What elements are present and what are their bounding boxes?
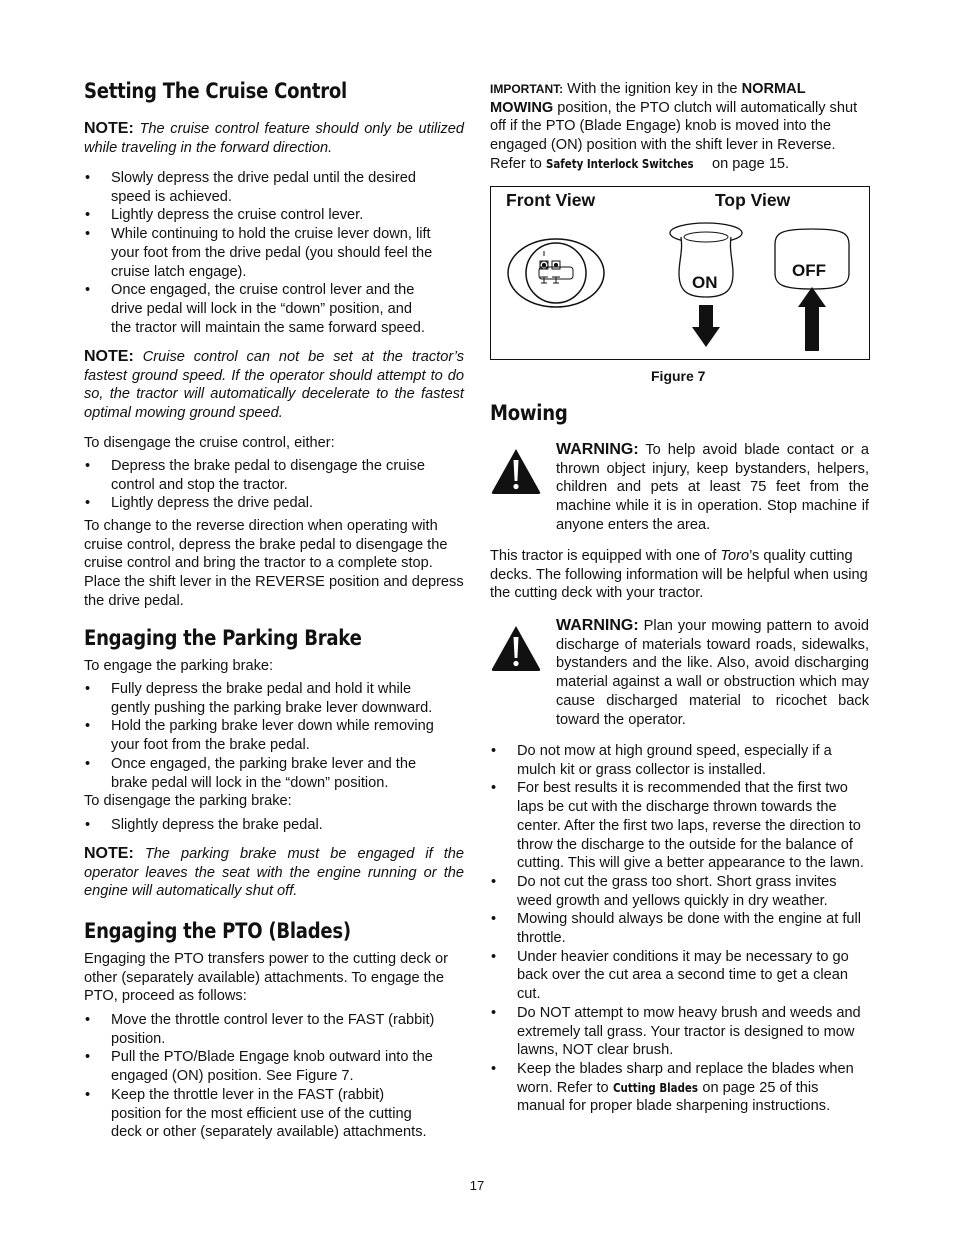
parking-intro: To engage the parking brake: [84,658,274,674]
cutting-blades-reference: Cutting Blades [612,1079,698,1095]
list-item: • Hold the parking brake lever down while removing your foot from the brake pedal. [84,717,436,754]
pto-steps-list [84,1011,436,1142]
important-paragraph [490,80,862,174]
note-text: Cruise control can not be set at the tractor’s fastest ground speed. If the operator should attempt to do so, the tractor will automatically decelerate to the fastest optimal mowing ground speed. [84,349,464,422]
mowing-tips-list [490,742,866,1116]
parking-steps-list [84,680,436,792]
warning-triangle-icon [490,624,542,672]
cruise-note-1 [84,120,464,157]
important-text: on page 15. [707,155,790,172]
top-view-label: Top View [715,190,791,210]
parking-heading: Engaging the Parking Brake [84,626,362,650]
list-item: • Move the throttle control lever to the FAST (rabbit) position. [84,1011,436,1048]
list-item: • Slightly depress the brake pedal. [84,816,436,835]
page-number: 17 [469,1178,485,1193]
deck-text: This tractor is equipped with one of [490,548,721,564]
pto-knob-front-view [501,233,611,313]
parking-note [84,845,464,901]
mowing-heading: Mowing [490,401,568,425]
warning-label: WARNING: [556,441,639,458]
list-item: • Pull the PTO/Blade Engage knob outward into the engaged (ON) position. See Figure 7. [84,1048,436,1085]
warning-triangle-icon [490,447,542,495]
list-item: • While continuing to hold the cruise lever down, lift your foot from the drive pedal (you should feel the cruise latch engage). [84,225,436,281]
list-item-text: on page 25 of this manual for proper blade sharpening instructions. [517,1079,831,1115]
list-item: • Lightly depress the cruise control lever. [84,206,436,225]
important-text: position, the PTO clutch will automatically shut off if the PTO (Blade Engage) knob is moved into the engaged (ON) position with the shift lever in Reverse. Refer to [490,99,858,172]
deck-text: ’s quality cutting decks. The following information will be helpful when using the cutting deck with your tractor. [490,548,868,602]
cruise-disengage-intro: To disengage the cruise control, either: [84,435,335,451]
note-label: NOTE: [84,845,134,862]
warning-2-text [556,617,869,729]
pto-heading: Engaging the PTO (Blades) [84,919,351,943]
safety-interlock-reference: Safety Interlock Switches [545,155,694,171]
cruise-steps-list [84,169,436,337]
parking-disengage-list [84,816,436,835]
brand-name: Toro [720,548,750,564]
list-item: • Fully depress the brake pedal and hold it while gently pushing the parking brake lever downward. [84,680,436,717]
list-item [490,1060,866,1116]
warning-label: WARNING: [556,617,639,634]
list-item: • Do not mow at high ground speed, especially if a mulch kit or grass collector is installed. [490,742,866,779]
figure-7 [490,186,870,360]
normal-mowing-label: NORMAL MOWING [490,81,806,116]
cruise-disengage-list [84,457,436,513]
warning-1 [490,441,872,541]
list-item: • Once engaged, the cruise control lever and the drive pedal will lock in the “down” position, and the tractor will maintain the same forward speed. [84,281,436,337]
list-item-text: Keep the blades sharp and replace the blades when worn. Refer to [517,1060,854,1096]
pto-knob-off-top-view [767,221,857,351]
on-label: ON [692,273,718,292]
important-label: IMPORTANT: [490,82,564,96]
list-item: • Lightly depress the drive pedal. [84,494,436,513]
parking-disengage-intro: To disengage the parking brake: [84,793,292,809]
warning-text: To help avoid blade contact or a thrown object injury, keep bystanders, helpers, children and pets at least 75 feet from the machine while it is in operation. Stop machine if anyone enters the area. [556,442,869,533]
note-text: The parking brake must be engaged if the operator leaves the seat with the engine running or the engine will automatically shut off. [84,846,464,900]
list-item: • Once engaged, the parking brake lever and the brake pedal will lock in the “down” position. [84,755,436,792]
list-item: • Slowly depress the drive pedal until the desired speed is achieved. [84,169,436,206]
off-label: OFF [792,261,826,280]
figure-caption: Figure 7 [651,368,706,384]
cruise-reverse-paragraph: To change to the reverse direction when operating with cruise control, depress the brake pedal to disengage the cruise control and bring the tractor to a complete stop. Place the shift lever in the REVERSE position and depress the drive pedal. [84,518,464,609]
list-item: • Under heavier conditions it may be necessary to go back over the cut area a second time to get a clean cut. [490,948,866,1004]
warning-text: Plan your mowing pattern to avoid discharge of materials toward roads, sidewalks, bystanders and the like. Also, avoid discharging material against a wall or obstruction which may cause discharged material to ricochet back toward the operator. [556,618,869,728]
cruise-heading: Setting The Cruise Control [84,79,347,103]
list-item: • Depress the brake pedal to disengage the cruise control and stop the tractor. [84,457,436,494]
front-view-label: Front View [506,190,596,210]
list-item: • Keep the throttle lever in the FAST (rabbit) position for the most efficient use of the cutting deck or other (separately available) attachments. [84,1086,436,1142]
list-item: • Do NOT attempt to mow heavy brush and weeds and extremely tall grass. Your tractor is designed to mow lawns, NOT clear brush. [490,1004,866,1060]
list-item: • Mowing should always be done with the engine at full throttle. [490,910,866,947]
cruise-note-2 [84,348,464,423]
note-label: NOTE: [84,348,134,365]
pto-intro: Engaging the PTO transfers power to the cutting deck or other (separately available) attachments. To engage the PTO, proceed as follows: [84,951,448,1005]
warning-2 [490,617,872,737]
note-label: NOTE: [84,120,134,137]
list-item: • Do not cut the grass too short. Short grass invites weed growth and yellows quickly in dry weather. [490,873,866,910]
list-item: • For best results it is recommended that the first two laps be cut with the discharge thrown towards the center. After the first two laps, reverse the direction to throw the discharge to the outside for the balance of cutting. This will give a better appearance to the lawn. [490,779,866,873]
note-text: The cruise control feature should only be utilized while traveling in the forward direction. [84,121,464,156]
deck-paragraph [490,547,872,603]
important-text: With the ignition key in the [563,81,742,97]
warning-1-text [556,441,869,535]
